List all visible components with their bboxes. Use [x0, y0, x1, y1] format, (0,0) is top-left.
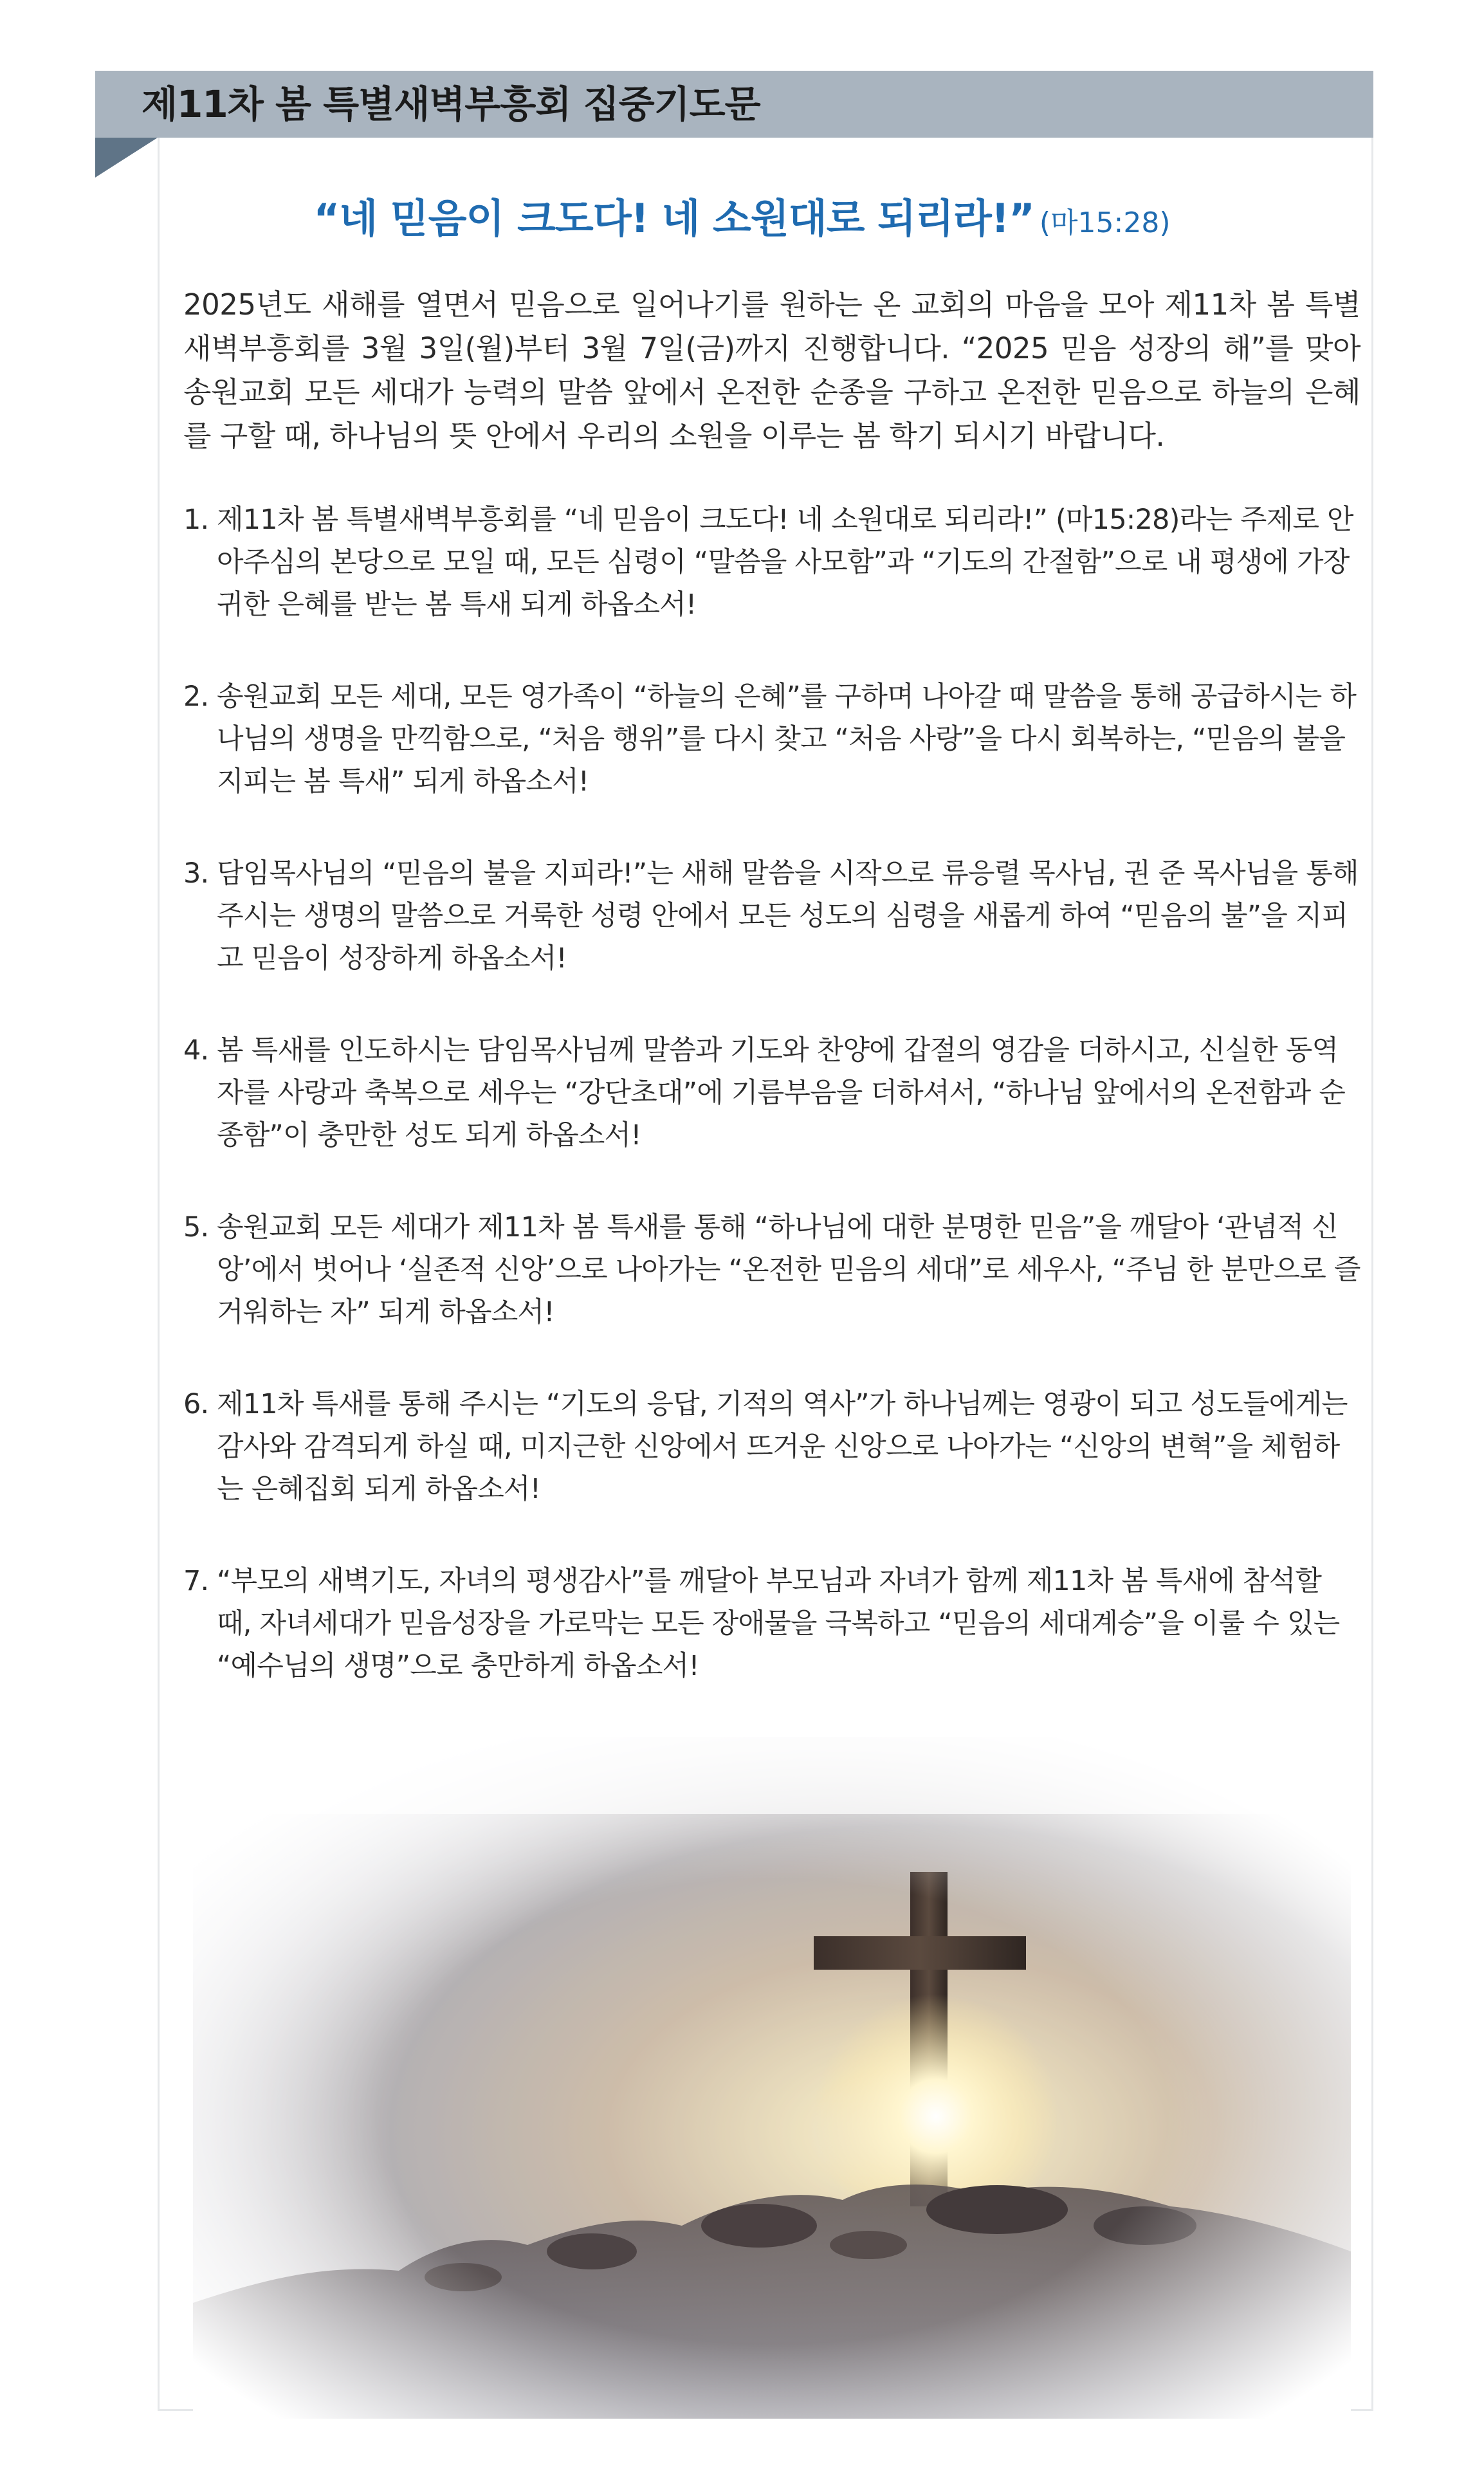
- prayer-item-3: [183, 852, 1360, 980]
- page-title: 제11차 봄 특별새벽부흥회 집중기도문: [142, 82, 760, 126]
- header-fold-decoration: [95, 138, 158, 178]
- theme-quote: “네 믿음이 크도다! 네 소원대로 되리라!”: [313, 195, 1034, 242]
- header-bar: [95, 71, 1373, 138]
- prayer-text: 봄 특새를 인도하시는 담임목사님께 말씀과 기도와 찬양에 갑절의 영감을 더하시고, 신실한 동역자를 사랑과 축복으로 세우는 “강단초대”에 기름부음을 더하셔서, “하나님 앞에서의 온전함과 순종함”이 충만한 성도 되게 하옵소서!: [217, 1034, 1346, 1151]
- prayer-text: 송원교회 모든 세대가 제11차 봄 특새를 통해 “하나님에 대한 분명한 믿음”을 깨달아 ‘관념적 신앙’에서 벗어나 ‘실존적 신앙’으로 나아가는 “온전한 믿음의 세대”로 세우사, “주님 한 분만으로 즐거워하는 자” 되게 하옵소서!: [217, 1211, 1360, 1328]
- prayer-number: 3.: [183, 857, 209, 890]
- prayer-number: 4.: [183, 1034, 209, 1067]
- prayer-text: “부모의 새벽기도, 자녀의 평생감사”를 깨달아 부모님과 자녀가 함께 제11차 봄 특새에 참석할 때, 자녀세대가 믿음성장을 가로막는 모든 장애물을 극복하고 “믿음의 세대계승”을 이룰 수 있는 “예수님의 생명”으로 충만하게 하옵소서!: [217, 1565, 1340, 1682]
- prayer-item-1: [183, 499, 1360, 626]
- prayer-item-7: [183, 1560, 1360, 1687]
- prayer-item-2: [183, 675, 1360, 803]
- prayer-text: 제11차 봄 특별새벽부흥회를 “네 믿음이 크도다! 네 소원대로 되리라!” (마15:28)라는 주제로 안아주심의 본당으로 모일 때, 모든 심령이 “말씀을 사모함”과 “기도의 간절함”으로 내 평생에 가장 귀한 은혜를 받는 봄 특새 되게 하옵소서!: [217, 504, 1353, 621]
- prayer-item-5: [183, 1206, 1360, 1333]
- prayer-text: 송원교회 모든 세대, 모든 영가족이 “하늘의 은혜”를 구하며 나아갈 때 말씀을 통해 공급하시는 하나님의 생명을 만끽함으로, “처음 행위”를 다시 찾고 “처음 사랑”을 다시 회복하는, “믿음의 불을 지피는 봄 특새” 되게 하옵소서!: [217, 681, 1357, 798]
- prayer-text: 제11차 특새를 통해 주시는 “기도의 응답, 기적의 역사”가 하나님께는 영광이 되고 성도들에게는 감사와 감격되게 하실 때, 미지근한 신앙에서 뜨거운 신앙으로 나아가는 “신앙의 변혁”을 체험하는 은혜집회 되게 하옵소서!: [217, 1388, 1348, 1505]
- prayer-number: 6.: [183, 1388, 209, 1420]
- prayer-list: [183, 499, 1360, 1737]
- prayer-number: 7.: [183, 1565, 209, 1597]
- prayer-number: 1.: [183, 504, 209, 536]
- cross-sunrise-illustration: [193, 1737, 1351, 2419]
- prayer-item-4: [183, 1029, 1360, 1157]
- prayer-number: 2.: [183, 681, 209, 713]
- theme-heading: [0, 187, 1484, 244]
- intro-paragraph: 2025년도 새해를 열면서 믿음으로 일어나기를 원하는 온 교회의 마음을 모아 제11차 봄 특별새벽부흥회를 3월 3일(월)부터 3월 7일(금)까지 진행합니다. “2025 믿음 성장의 해”를 맞아 송원교회 모든 세대가 능력의 말씀 앞에서 온전한 순종을 구하고 온전한 믿음으로 하늘의 은혜를 구할 때, 하나님의 뜻 안에서 우리의 소원을 이루는 봄 학기 되시기 바랍니다.: [183, 288, 1360, 453]
- prayer-number: 5.: [183, 1211, 209, 1243]
- prayer-text: 담임목사님의 “믿음의 불을 지피라!”는 새해 말씀을 시작으로 류응렬 목사님, 권 준 목사님을 통해 주시는 생명의 말씀으로 거룩한 성령 안에서 모든 성도의 심령을 새롭게 하여 “믿음의 불”을 지피고 믿음이 성장하게 하옵소서!: [217, 857, 1359, 975]
- prayer-item-6: [183, 1383, 1360, 1510]
- theme-reference: (마15:28): [1039, 206, 1171, 239]
